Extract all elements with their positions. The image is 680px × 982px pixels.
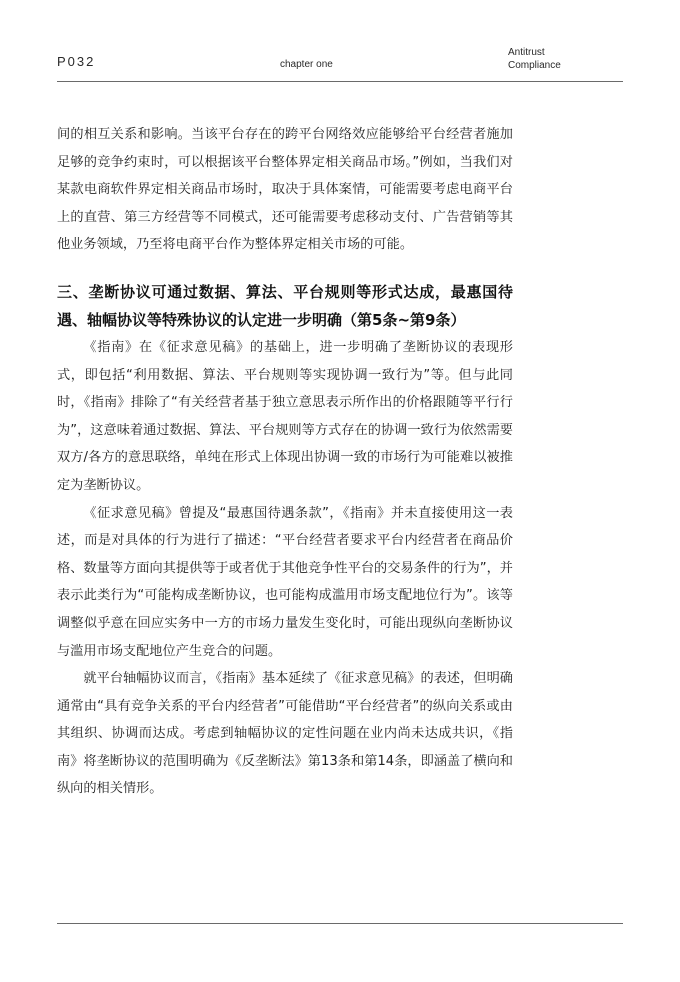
body-paragraph-2: 《征求意见稿》曾提及“最惠国待遇条款”，《指南》并未直接使用这一表述，而是对具体的行为进行了描述：“平台经营者要求平台内经营者在商品价格、数量等方面向其提供等于或者优于其他竞争性平台的交易条件的行为”，并表示此类行为“可能构成垄断协议，也可能构成滥用市场支配地位行为”。该等调整似乎意在回应实务中一方的市场力量发生变化时，可能出现纵向垄断协议与滥用市场支配地位产生竞合的问题。 <box>57 505 513 659</box>
intro-paragraph: 间的相互关系和影响。当该平台存在的跨平台网络效应能够给平台经营者施加足够的竞争约束时，可以根据该平台整体界定相关商品市场。”例如，当我们对某款电商软件界定相关商品市场时，取决于具体案情，可能需要考虑电商平台上的直营、第三方经营等不同模式，还可能需要考虑移动支付、广告营销等其他业务领域，乃至将电商平台作为整体界定相关市场的可能。 <box>57 127 513 253</box>
header-divider <box>57 81 623 82</box>
section-heading: 三、垄断协议可通过数据、算法、平台规则等形式达成，最惠国待遇、轴幅协议等特殊协议的认定进一步明确（第5条~第9条） <box>57 282 513 329</box>
body-paragraph-1: 《指南》在《征求意见稿》的基础上，进一步明确了垄断协议的表现形式，即包括“利用数据、算法、平台规则等实现协调一致行为”等。但与此同时，《指南》排除了“有关经营者基于独立意思表示所作出的价格跟随等平行行为”，这意味着通过数据、算法、平台规则等方式存在的协调一致行为依然需要双方/各方的意思联络，单纯在形式上体现出协调一致的市场行为可能难以被推定为垄断协议。 <box>57 339 513 493</box>
footer-divider <box>57 923 623 924</box>
section-label-line-1: Antitrust <box>508 47 545 58</box>
article-body <box>57 121 513 803</box>
section-label-line-2: Compliance <box>508 60 561 71</box>
body-paragraph-3: 就平台轴幅协议而言，《指南》基本延续了《征求意见稿》的表述，但明确通常由“具有竞争关系的平台内经营者”可能借助“平台经营者”的纵向关系或由其组织、协调而达成。考虑到轴幅协议的定性问题在业内尚未达成共识，《指南》将垄断协议的范围明确为《反垄断法》第13条和第14条，即涵盖了横向和纵向的相关情形。 <box>57 671 513 797</box>
page-number: P032 <box>57 54 96 69</box>
section-label <box>508 46 561 72</box>
chapter-label: chapter one <box>280 59 333 70</box>
